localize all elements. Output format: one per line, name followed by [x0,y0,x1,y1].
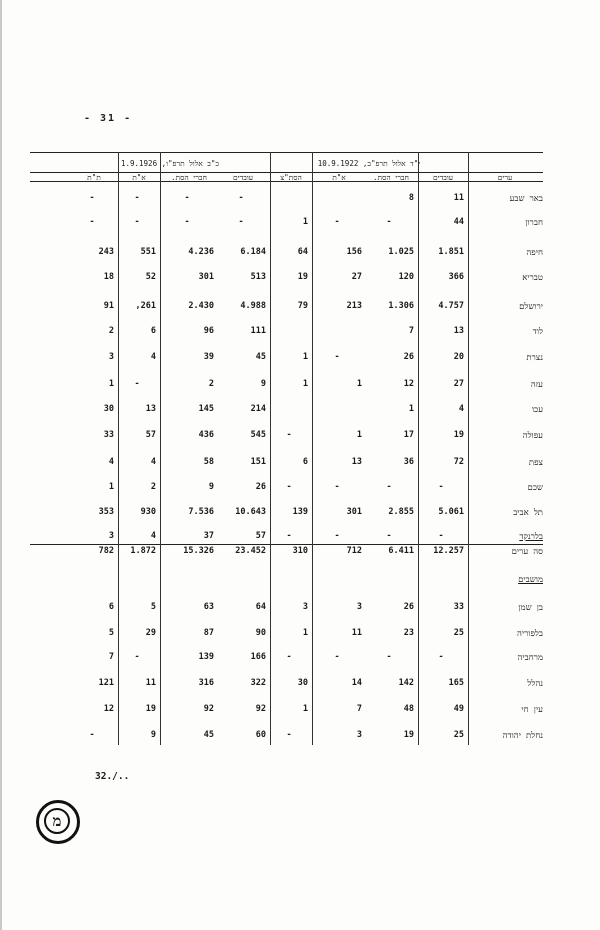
column-header: הסת"צ [280,173,302,182]
data-cell: 11 [453,193,464,203]
data-cell: 6.184 [240,247,266,257]
data-cell: 39 [203,352,214,362]
data-cell: 1 [302,217,308,227]
header-group-1926: כ"ב אלול תרפ"ו, 1.9.1926 [120,159,220,168]
data-cell: - [286,482,292,492]
place-name: עין חי [521,705,543,715]
table-row [30,404,543,418]
header-group-1922: י"ד אלול תרפ"ב, 10.9.1922 [317,159,421,168]
data-cell: ,261 [135,301,156,311]
data-cell: 19 [297,272,308,282]
data-cell: 17 [403,430,414,440]
data-cell: 23 [403,628,414,638]
data-cell: - [89,217,95,227]
data-cell: 45 [203,730,214,740]
data-cell: 10.643 [235,507,266,517]
data-cell: 6 [150,326,156,336]
table-top-rule [30,152,543,153]
data-cell: 1 [302,628,308,638]
data-cell: 5 [108,628,114,638]
table-row [30,247,543,261]
data-cell: 64 [255,602,266,612]
data-cell: 9 [150,730,156,740]
data-cell: 91 [103,301,114,311]
data-cell: 243 [98,247,114,257]
data-cell: 25 [453,730,464,740]
data-cell: 60 [255,730,266,740]
data-cell: 782 [98,546,114,556]
data-cell: 33 [103,430,114,440]
data-cell: 8 [408,193,414,203]
data-cell: - [386,217,392,227]
data-cell: 139 [292,507,308,517]
data-cell: 2 [108,326,114,336]
data-cell: 7.536 [188,507,214,517]
data-cell: 6 [108,602,114,612]
place-name: סה ערים [511,547,543,557]
data-cell: 2 [150,482,156,492]
table-row [30,217,543,231]
data-cell: 27 [351,272,362,282]
data-cell: 37 [203,531,214,541]
data-cell: 90 [255,628,266,638]
table-row [30,326,543,340]
data-cell: 120 [398,272,414,282]
data-cell: 36 [403,457,414,467]
table-row [30,507,543,521]
data-cell: 366 [448,272,464,282]
data-cell: 57 [145,430,156,440]
data-cell: 58 [203,457,214,467]
page-edge [0,0,2,930]
place-name: לוד [532,327,543,337]
data-cell: 57 [255,531,266,541]
data-cell: 13 [145,404,156,414]
data-cell: 4.236 [188,247,214,257]
data-cell: 4 [150,531,156,541]
data-cell: 513 [250,272,266,282]
data-cell: 4 [108,457,114,467]
data-cell: 44 [453,217,464,227]
data-cell: - [134,193,140,203]
data-cell: 3 [302,602,308,612]
column-header: חברי הסת. [171,173,207,182]
place-name: עכו [531,405,543,415]
data-cell: 23.452 [235,546,266,556]
data-cell: 1.872 [130,546,156,556]
data-cell: 4 [150,352,156,362]
table-row [30,482,543,496]
table-row [30,430,543,444]
data-cell: - [334,531,340,541]
data-cell: 5 [150,602,156,612]
data-cell: 1 [108,482,114,492]
data-cell: 29 [145,628,156,638]
data-cell: 1 [302,352,308,362]
data-cell: 4 [458,404,464,414]
data-cell: - [134,652,140,662]
place-name: בלרנקד [519,532,543,542]
data-cell: 30 [297,678,308,688]
table-row [30,546,543,560]
data-cell: - [238,217,244,227]
data-cell: - [438,482,444,492]
data-cell: 9 [260,379,266,389]
data-cell: - [184,217,190,227]
data-cell: - [134,217,140,227]
data-cell: 139 [198,652,214,662]
data-cell: - [334,652,340,662]
data-cell: 2.855 [388,507,414,517]
place-name: עפולה [522,431,543,441]
data-cell: 156 [346,247,362,257]
data-cell: 316 [198,678,214,688]
table-row [30,352,543,366]
data-cell: - [134,379,140,389]
data-cell: 9 [208,482,214,492]
data-cell: 213 [346,301,362,311]
data-cell: - [286,730,292,740]
place-name: מרחביה [517,653,543,663]
data-cell: 301 [346,507,362,517]
table-row [30,193,543,207]
data-cell: 145 [198,404,214,414]
table-row [30,531,543,545]
data-cell: 3 [356,730,362,740]
data-cell: 11 [351,628,362,638]
data-cell: 712 [346,546,362,556]
data-cell: 930 [140,507,156,517]
data-cell: 33 [453,602,464,612]
place-name: שכם [527,483,543,493]
place-name: חיפה [526,248,543,258]
data-cell: - [286,652,292,662]
data-cell: 6.411 [388,546,414,556]
data-cell: 92 [203,704,214,714]
place-name: בלפוריה [517,629,543,639]
data-cell: 14 [351,678,362,688]
table-row [30,574,543,588]
place-name: תל אביב [513,508,543,518]
data-cell: - [286,531,292,541]
data-cell: 3 [108,531,114,541]
place-name: נהלל [527,679,543,689]
data-cell: 1 [302,379,308,389]
column-header: חברי הסת. [373,173,409,182]
table-row [30,457,543,471]
data-cell: 72 [453,457,464,467]
place-name: נחלת יהודה [502,731,543,741]
data-cell: 12 [103,704,114,714]
data-cell: 3 [108,352,114,362]
data-cell: 12.257 [433,546,464,556]
table-row [30,379,543,393]
header-place: ערים [497,173,513,182]
data-cell: 15.326 [183,546,214,556]
data-cell: 45 [255,352,266,362]
data-cell: 165 [448,678,464,688]
data-cell: - [438,531,444,541]
data-cell: 64 [297,247,308,257]
data-cell: - [89,193,95,203]
data-cell: 1 [408,404,414,414]
column-header: ת"ת [87,173,101,182]
data-cell: 13 [351,457,362,467]
place-name: עזה [530,380,543,390]
data-cell: - [334,217,340,227]
data-cell: 19 [145,704,156,714]
data-cell: 214 [250,404,266,414]
data-cell: 545 [250,430,266,440]
data-cell: 151 [250,457,266,467]
data-cell: - [89,730,95,740]
table-row [30,301,543,315]
continuation-mark: 32./.. [95,771,130,782]
table-row [30,704,543,718]
data-cell: 96 [203,326,214,336]
data-cell: 1.025 [388,247,414,257]
data-cell: 5.061 [438,507,464,517]
data-cell: 63 [203,602,214,612]
data-cell: - [286,430,292,440]
data-cell: 3 [356,602,362,612]
place-name: מושבים [518,575,543,585]
data-cell: - [334,482,340,492]
column-header: עובדים [232,173,254,182]
data-cell: 25 [453,628,464,638]
data-cell: 11 [145,678,156,688]
data-cell: - [334,352,340,362]
page-number: - 31 - [84,113,133,124]
data-cell: 111 [250,326,266,336]
data-cell: 2.430 [188,301,214,311]
place-name: חברון [525,218,543,228]
data-cell: 7 [408,326,414,336]
statistics-table [30,150,543,745]
data-cell: 52 [145,272,156,282]
data-cell: 301 [198,272,214,282]
data-cell: 26 [403,602,414,612]
data-cell: 121 [98,678,114,688]
data-cell: - [238,193,244,203]
data-cell: 4.988 [240,301,266,311]
data-cell: - [438,652,444,662]
data-cell: - [184,193,190,203]
data-cell: 4.757 [438,301,464,311]
place-name: ירושלם [519,302,543,312]
table-row [30,628,543,642]
data-cell: 1 [356,430,362,440]
data-cell: 322 [250,678,266,688]
data-cell: 12 [403,379,414,389]
data-cell: 7 [356,704,362,714]
data-cell: 1.851 [438,247,464,257]
column-header: א"ת [132,173,146,182]
data-cell: - [386,531,392,541]
place-name: באר שבע [509,194,543,204]
column-header: עובדים [432,173,454,182]
data-cell: 26 [403,352,414,362]
data-cell: 6 [302,457,308,467]
data-cell: 26 [255,482,266,492]
stamp-letter: מ [44,808,70,834]
data-cell: 19 [403,730,414,740]
place-name: בן שמן [518,603,543,613]
data-cell: 551 [140,247,156,257]
data-cell: 18 [103,272,114,282]
data-cell: 27 [453,379,464,389]
data-cell: 79 [297,301,308,311]
data-cell: 19 [453,430,464,440]
data-cell: 1.306 [388,301,414,311]
place-name: נצרת [526,353,543,363]
data-cell: 2 [208,379,214,389]
table-row [30,678,543,692]
data-cell: 4 [150,457,156,467]
data-cell: 30 [103,404,114,414]
place-name: צפת [528,458,543,468]
data-cell: 1 [356,379,362,389]
table-row [30,652,543,666]
column-header: א"ת [332,173,346,182]
data-cell: - [386,652,392,662]
table-row [30,730,543,744]
table-row [30,272,543,286]
data-cell: 92 [255,704,266,714]
table-row [30,602,543,616]
data-cell: 1 [108,379,114,389]
place-name: טבריא [522,273,543,283]
data-cell: 87 [203,628,214,638]
data-cell: 1 [302,704,308,714]
data-cell: 7 [108,652,114,662]
data-cell: 166 [250,652,266,662]
data-cell: 353 [98,507,114,517]
data-cell: 436 [198,430,214,440]
data-cell: - [386,482,392,492]
archive-stamp [36,800,80,844]
data-cell: 48 [403,704,414,714]
data-cell: 20 [453,352,464,362]
data-cell: 13 [453,326,464,336]
data-cell: 310 [292,546,308,556]
data-cell: 49 [453,704,464,714]
data-cell: 142 [398,678,414,688]
